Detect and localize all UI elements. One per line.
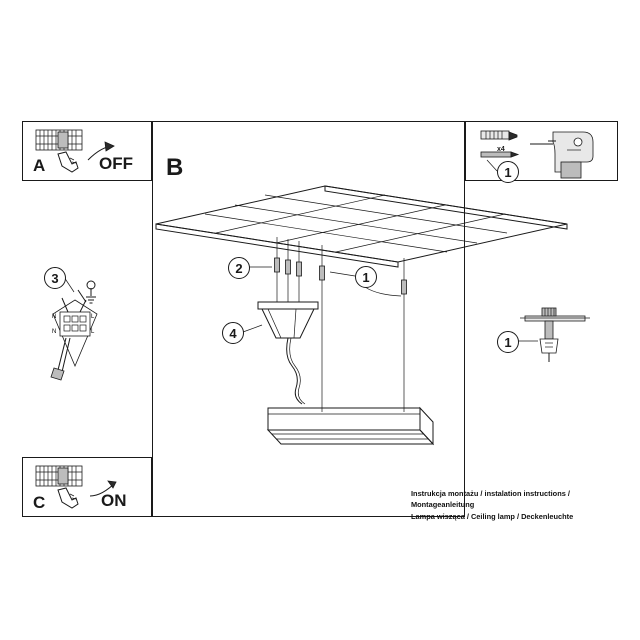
callout-1-main: 1	[355, 266, 377, 288]
panel-a-letter: A	[33, 156, 46, 175]
callout-leaders	[243, 160, 497, 332]
footer-line-2: Lampa wisząca / Ceiling lamp / Deckenleuchte	[411, 511, 574, 521]
svg-text:N: N	[52, 314, 57, 320]
callout-1-midright: 1	[497, 331, 519, 353]
svg-text:N: N	[52, 329, 57, 335]
panel-c-state-label: ON	[101, 491, 127, 510]
panel-c-letter: C	[33, 493, 46, 512]
ceiling-anchor-screw-icon	[518, 308, 590, 362]
panel-a-state-label: OFF	[99, 154, 133, 173]
svg-text:L: L	[91, 329, 95, 335]
callout-1-topright: 1	[497, 161, 519, 183]
callout-2: 2	[228, 257, 250, 279]
callout-3: 3	[44, 267, 66, 289]
ceiling-plane	[156, 186, 567, 267]
callout-4: 4	[222, 322, 244, 344]
canopy-junction-box	[258, 302, 318, 404]
linear-lamp-body	[268, 408, 433, 444]
svg-text:L: L	[91, 314, 95, 320]
footer-text	[411, 488, 611, 522]
panel-b-letter: B	[166, 154, 184, 181]
suspension-cables	[277, 237, 404, 412]
terminal-block-wiring-icon	[51, 277, 97, 380]
footer-line-1: Instrukcja montażu / instalation instructions / Montageanleitung	[411, 489, 570, 510]
quantity-label: x4	[497, 146, 505, 153]
cable-adjusters	[275, 258, 407, 294]
